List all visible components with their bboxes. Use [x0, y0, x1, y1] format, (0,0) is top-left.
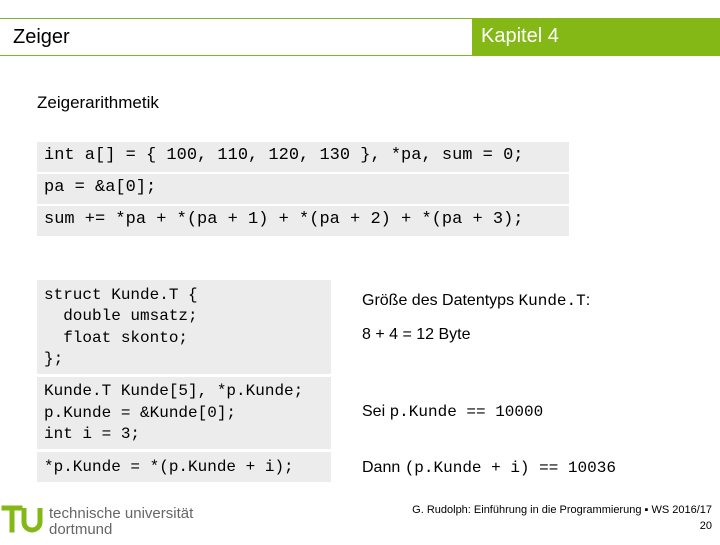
size-suffix: : [585, 292, 591, 309]
code-line-3-box [37, 206, 569, 236]
decl-panel [37, 377, 331, 449]
code-line-1-box [37, 142, 569, 172]
struct-line: double umsatz; [44, 307, 198, 325]
size-text [362, 292, 590, 310]
sei-code: p.Kunde == 10000 [389, 403, 544, 421]
decl-line: p.Kunde = &Kunde[0]; [44, 404, 237, 422]
chapter-label: Kapitel 4 [481, 25, 559, 47]
code-line-3: sum += *pa + *(pa + 1) + *(pa + 2) + *(pa + 3); [44, 210, 524, 229]
size-calc: 8 + 4 = 12 Byte [362, 326, 471, 343]
code-line-1: int a[] = { 100, 110, 120, 130 }, *pa, sum = 0; [44, 146, 524, 165]
section-title: Zeigerarithmetik [37, 93, 159, 112]
struct-line: }; [44, 350, 64, 368]
footer-credit: G. Rudolph: Einführung in die Programmierung ▪ WS 2016/17 [412, 504, 712, 516]
struct-line: float skonto; [44, 329, 189, 347]
logo-text-line1: technische universität [49, 505, 194, 522]
expr-panel [37, 452, 331, 482]
dann-text [362, 459, 616, 477]
decl-line: Kunde.T Kunde[5], *p.Kunde; [44, 382, 304, 400]
size-code: Kunde.T [518, 292, 586, 310]
code-line-2-box [37, 174, 569, 204]
size-label: Größe des Datentyps [362, 292, 519, 309]
sei-label: Sei [362, 403, 390, 420]
dann-label: Dann [362, 459, 405, 476]
page-number: 20 [699, 520, 712, 532]
struct-panel [37, 280, 331, 374]
dann-code: (p.Kunde + i) == 10036 [404, 459, 616, 477]
code-line-2: pa = &a[0]; [44, 178, 157, 197]
header-bar [0, 18, 472, 56]
chapter-bar [472, 18, 720, 56]
sei-text [362, 403, 543, 421]
university-logo [0, 500, 200, 540]
struct-line: struct Kunde.T { [44, 286, 198, 304]
decl-line: int i = 3; [44, 425, 141, 443]
logo-text-line2: dortmund [49, 521, 113, 538]
tu-logo-icon [0, 500, 46, 540]
expr-line: *p.Kunde = *(p.Kunde + i); [44, 458, 294, 476]
header-title: Zeiger [13, 26, 70, 48]
